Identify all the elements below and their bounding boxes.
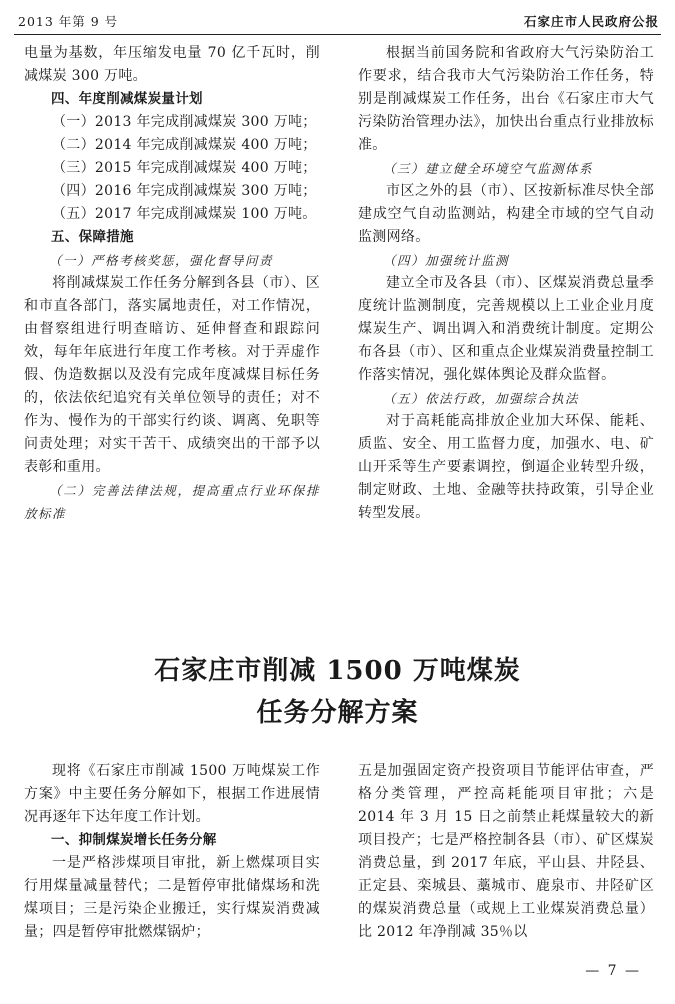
paragraph: 一是严格涉煤项目审批，新上燃煤项目实行用煤量减量替代；二是暂停审批储煤场和洗煤项目；三是污染企业搬迁，实行煤炭消费减量；四是暂停审批燃煤锅炉； [24, 855, 320, 940]
paragraph: 电量为基数，年压缩发电量 70 亿千瓦时，削减煤炭 300 万吨。 [24, 45, 320, 84]
top-right-column [358, 42, 654, 525]
section-heading: 四、年度削减煤炭量计划 [51, 91, 203, 107]
plan-item: （四）2016 年完成削减煤炭 300 万吨； [52, 183, 317, 199]
paragraph: 将削减煤炭工作任务分解到各县（市）、区和市直各部门，落实属地责任，对工作情况，由督察组进行明查暗访、延伸督查和跟踪问效，每年年底进行年度工作考核。对于弄虚作假、伪造数据以及没有完成年度减煤目标任务的，依法依纪追究有关单位领导的责任；对不作为、慢作为的干部实行约谈、调离、免职等问责处理；对实干苦干、成绩突出的干部予以表彰和重用。 [24, 275, 320, 475]
page-header [14, 4, 661, 35]
issue-label: 2013 年第 9 号 [18, 14, 119, 29]
paragraph: 对于高耗能高排放企业加大环保、能耗、质监、安全、用工监督力度，加强水、电、矿山开采等生产要素调控，倒逼企业转型升级，制定财政、土地、金融等扶持政策，引导企业转型发展。 [358, 413, 654, 521]
subsection-heading: （五）依法行政，加强综合执法 [383, 391, 580, 406]
document-title [0, 650, 675, 734]
title-line: 任务分解方案 [256, 698, 419, 728]
bottom-right-column [358, 760, 654, 944]
plan-item: （二）2014 年完成削减煤炭 400 万吨； [52, 137, 317, 153]
subsection-heading: （一）严格考核奖惩，强化督导问责 [49, 253, 274, 268]
subsection-heading: （四）加强统计监测 [383, 253, 510, 268]
section-heading: 一、抑制煤炭增长任务分解 [51, 832, 217, 848]
plan-item: （五）2017 年完成削减煤炭 100 万吨。 [52, 206, 317, 222]
plan-item: （三）2015 年完成削减煤炭 400 万吨； [52, 160, 317, 176]
title-line: 石家庄市削减 1500 万吨煤炭 [154, 656, 521, 686]
subsection-heading: （二）完善法律法规，提高重点行业环保排放标准 [24, 483, 320, 521]
subsection-heading: （三）建立健全环境空气监测体系 [383, 161, 594, 176]
section-heading: 五、保障措施 [51, 229, 134, 245]
paragraph: 根据当前国务院和省政府大气污染防治工作要求，结合我市大气污染防治工作任务，特别是削减煤炭工作任务，出台《石家庄市大气污染防治管理办法》，加快出台重点行业排放标准。 [358, 45, 654, 153]
paragraph: 现将《石家庄市削减 1500 万吨煤炭工作方案》中主要任务分解如下，根据工作进展情况再逐年下达年度工作计划。 [24, 763, 320, 825]
bottom-left-column [24, 760, 320, 944]
page-number: — 7 — [585, 963, 641, 979]
paragraph: 五是加强固定资产投资项目节能评估审查，严格分类管理，严控高耗能项目审批；六是 2014 年 3 月 15 日之前禁止耗煤量较大的新项目投产；七是严格控制各县（市）、矿区煤炭消费总量，到 2017 年底，平山县、井陉县、正定县、栾城县、藁城市、鹿泉市、井陉矿区的煤炭消费总量（或规上工业煤炭消费总量）比 2012 年净削减 35％以 [358, 763, 654, 940]
top-left-column [24, 42, 320, 525]
plan-item: （一）2013 年完成削减煤炭 300 万吨； [52, 114, 317, 130]
publication-name: 石家庄市人民政府公报 [523, 14, 659, 29]
paragraph: 建立全市及各县（市）、区煤炭消费总量季度统计监测制度，完善规模以上工业企业月度煤炭生产、调出调入和消费统计制度。定期公布各县（市）、区和重点企业煤炭消费量控制工作落实情况，强化媒体舆论及群众监督。 [358, 275, 654, 383]
paragraph: 市区之外的县（市）、区按新标准尽快全部建成空气自动监测站，构建全市域的空气自动监测网络。 [358, 183, 654, 245]
